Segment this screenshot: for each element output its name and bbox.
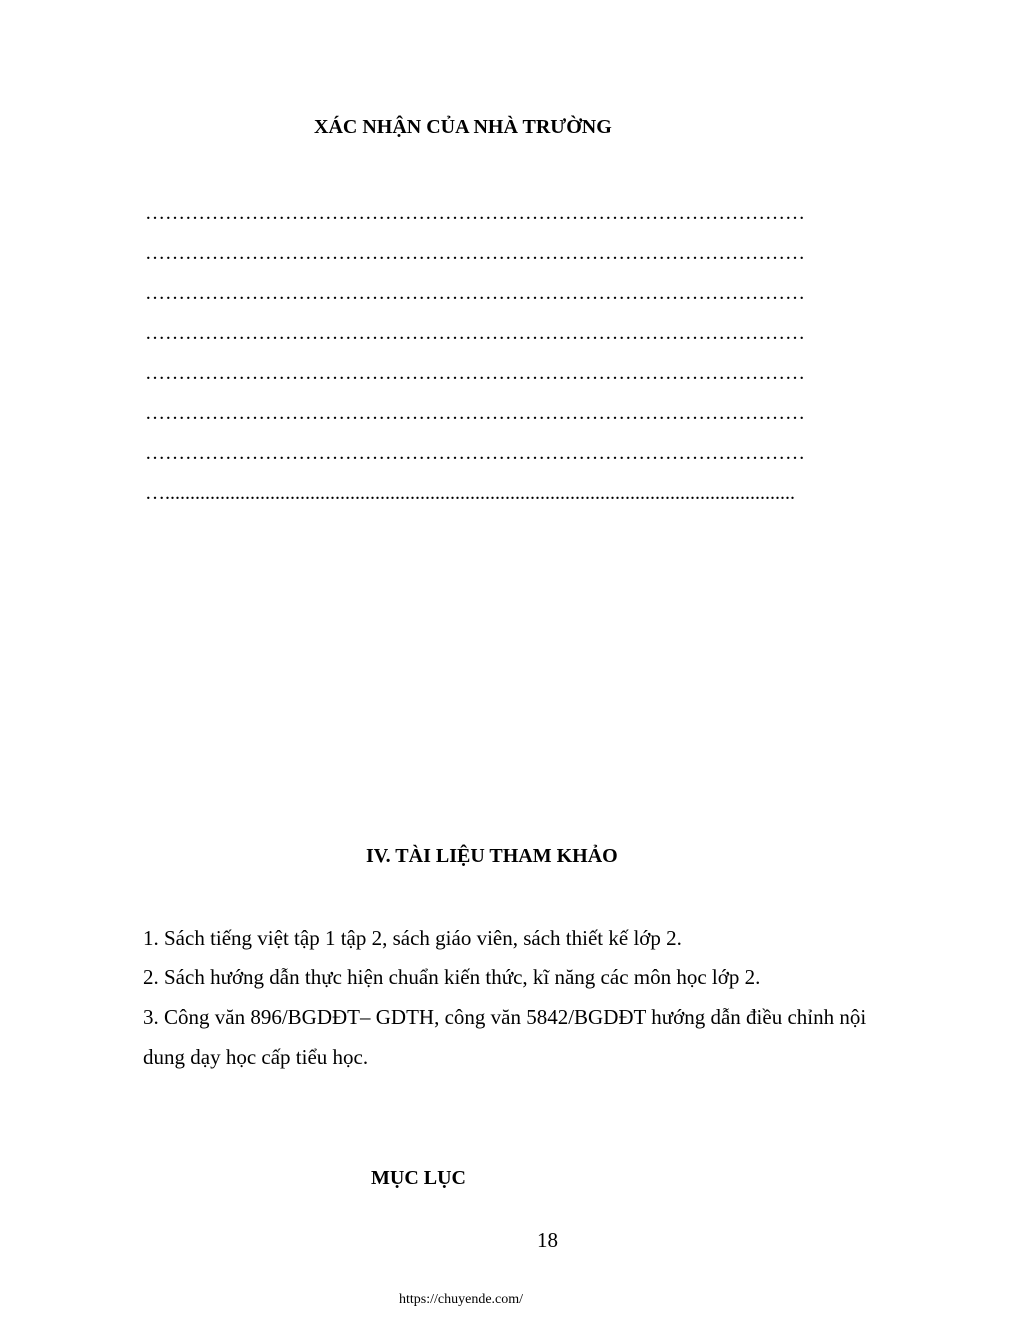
dotted-line: ………………………………………………………………………………………: [145, 242, 805, 264]
dotted-line: ………………………………………………………………………………………: [145, 442, 805, 464]
dotted-line: ………………………………………………………………………………………: [145, 362, 805, 384]
confirmation-heading: XÁC NHẬN CỦA NHÀ TRƯỜNG: [314, 116, 612, 138]
page-number: 18: [537, 1228, 558, 1252]
dotted-line: ………………………………………………………………………………………: [145, 282, 805, 304]
dotted-line: ………………………………………………………………………………………: [145, 402, 805, 424]
references-heading: IV. TÀI LIỆU THAM KHẢO: [366, 845, 618, 867]
reference-item: 2. Sách hướng dẫn thực hiện chuẩn kiến thức, kĩ năng các môn học lớp 2.: [143, 965, 761, 989]
footer-url: https://chuyende.com/: [399, 1292, 524, 1307]
toc-heading: MỤC LỤC: [371, 1167, 466, 1189]
reference-item: 1. Sách tiếng việt tập 1 tập 2, sách giáo viên, sách thiết kế lớp 2.: [143, 926, 682, 950]
dotted-line: ………………………………………………………………………………………: [145, 202, 805, 224]
reference-item-continuation: dung dạy học cấp tiểu học.: [143, 1045, 369, 1069]
dotted-line: ………………………………………………………………………………………: [145, 322, 805, 344]
reference-item: 3. Công văn 896/BGDĐT– GDTH, công văn 5842/BGDĐT hướng dẫn điều chỉnh nội: [143, 1005, 867, 1029]
dotted-line: …..............................................................................................................................: [145, 482, 795, 504]
